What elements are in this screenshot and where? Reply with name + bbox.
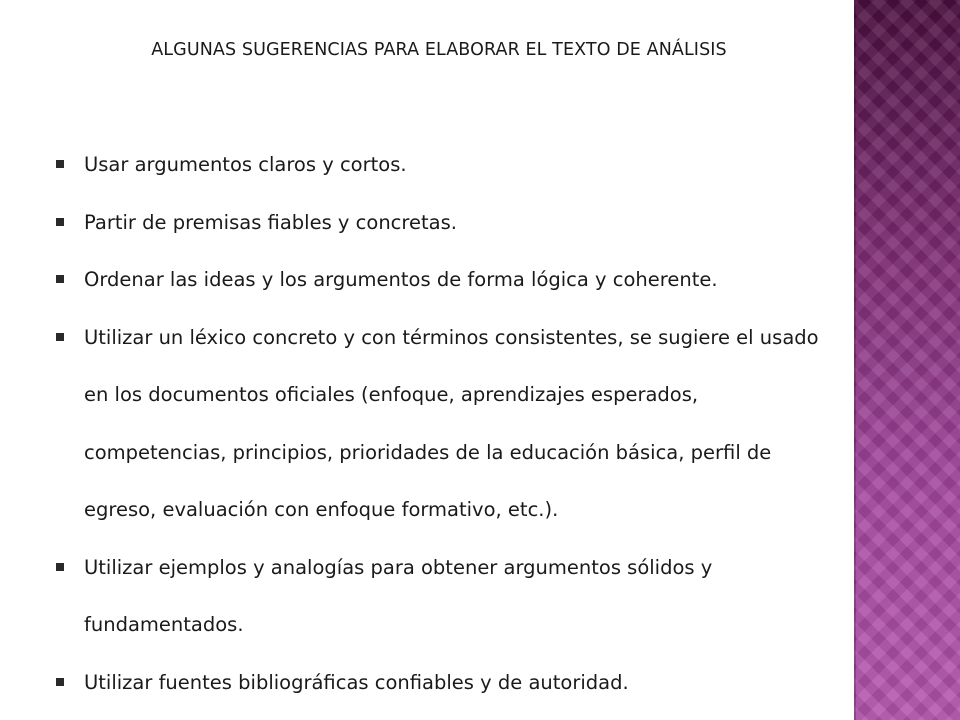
square-bullet-icon — [56, 218, 64, 226]
side-band-edge — [854, 0, 856, 720]
list-item-text: Partir de premisas fiables y concretas. — [84, 210, 457, 234]
list-item — [54, 136, 834, 194]
list-item-text: Usar argumentos claros y cortos. — [84, 153, 407, 176]
square-bullet-icon — [56, 333, 64, 341]
decorative-side-band — [854, 0, 960, 720]
suggestions-list — [54, 136, 834, 711]
list-item-text: Utilizar fuentes bibliográficas confiables y de autoridad. — [84, 670, 629, 694]
square-bullet-icon — [56, 160, 64, 168]
list-item — [54, 539, 834, 654]
square-bullet-icon — [56, 678, 64, 686]
list-item-text: Ordenar las ideas y los argumentos de forma lógica y coherente. — [84, 268, 718, 291]
square-bullet-icon — [56, 563, 64, 571]
list-item — [54, 654, 834, 712]
slide-title: ALGUNAS SUGERENCIAS PARA ELABORAR EL TEXTO DE ANÁLISIS — [151, 40, 727, 60]
square-bullet-icon — [56, 275, 64, 283]
list-item — [54, 194, 834, 252]
list-item — [54, 251, 834, 309]
list-item-text: Utilizar un léxico concreto y con términos consistentes, se sugiere el usado en los documentos oficiales (enfoque, aprendizajes esperados, competencias, principios, prioridades de la educación básica, perfil de egreso, evaluación con enfoque formativo, etc.). — [84, 325, 819, 521]
list-item-text: Utilizar ejemplos y analogías para obtener argumentos sólidos y fundamentados. — [84, 555, 713, 636]
list-item — [54, 309, 834, 539]
